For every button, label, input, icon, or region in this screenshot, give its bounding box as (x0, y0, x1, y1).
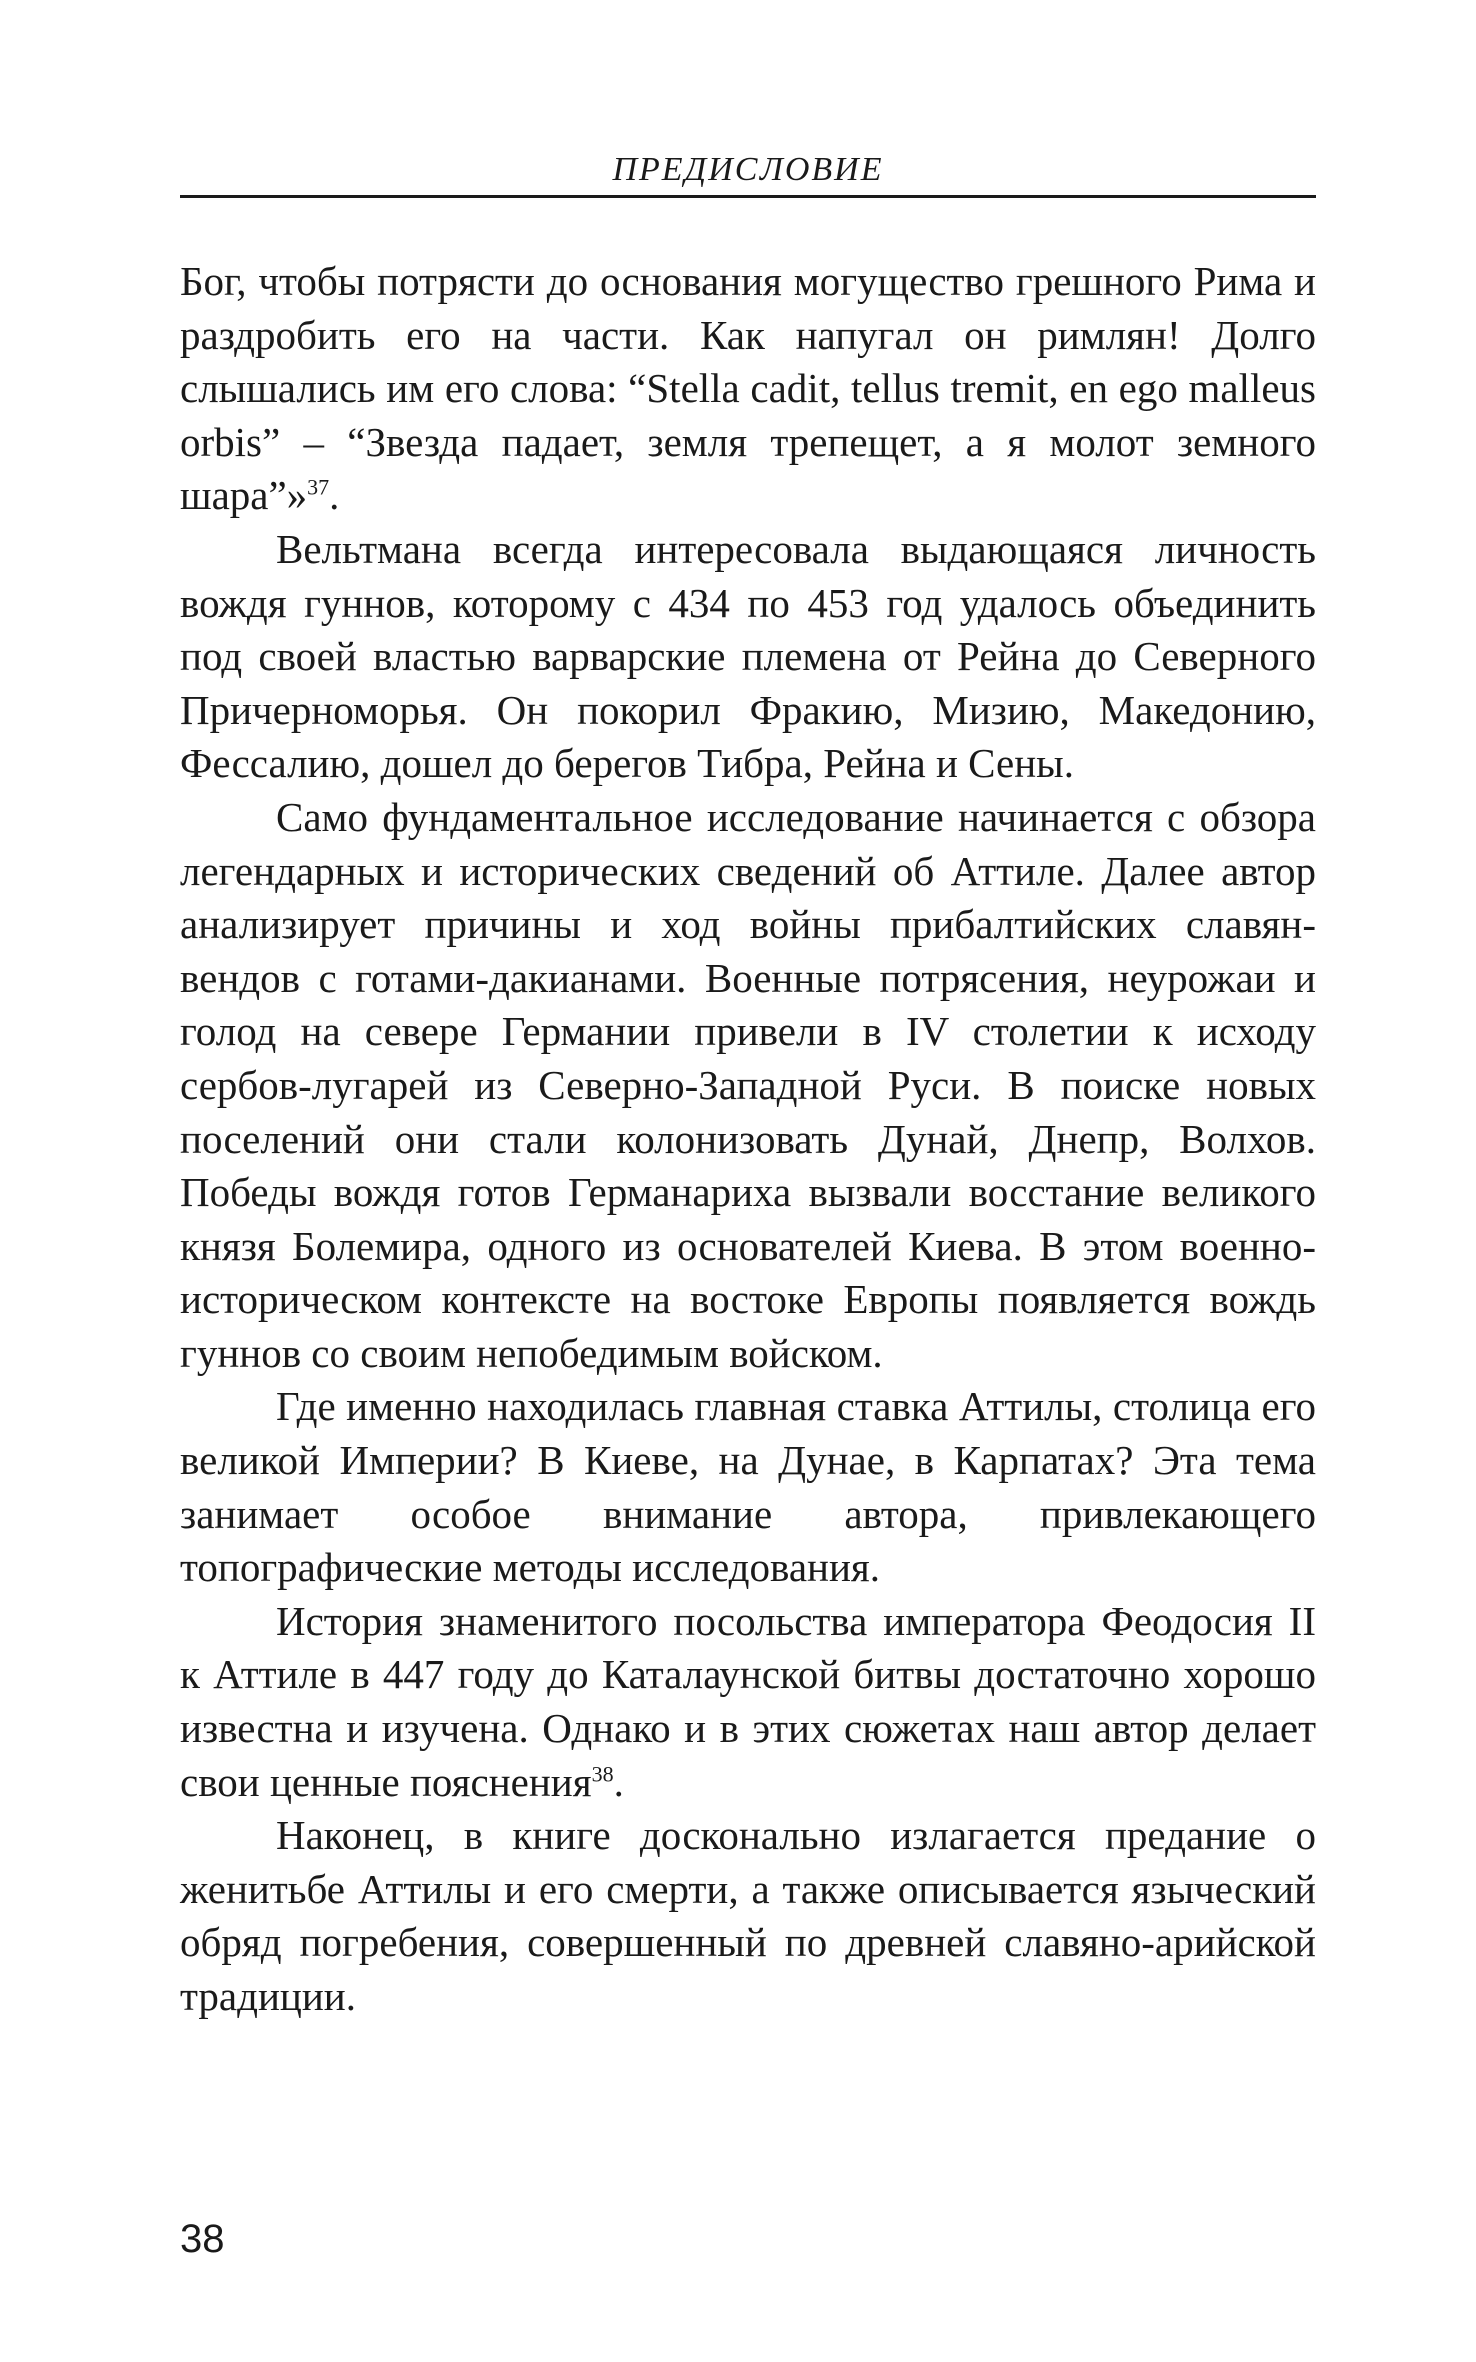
footnote-ref-37: 37 (307, 474, 330, 500)
paragraph-capital: Где именно находилась главная ставка Аттилы, столица его великой Империи? В Киеве, на Дунае, в Карпатах? Эта тема занимает особое внимание автора, привлекающего топографические методы исследования. (180, 1383, 1316, 1591)
header-rule (180, 195, 1316, 198)
paragraph-tail: . (329, 472, 340, 519)
footnote-ref-38: 38 (591, 1760, 614, 1786)
paragraph-research: Само фундаментальное исследование начинается с обзора легендарных и исторических сведений об Аттиле. Далее автор анализирует причины и ход войны прибалтийских славян-вендов с готами-дакианами. Военные потрясения, неурожаи и голод на севере Германии привели в IV столетии к исходу сербов-лугарей из Северно-Западной Руси. В поиске новых поселений они стали колонизовать Дунай, Днепр, Волхов. Победы вождя готов Германариха вызвали восстание великого князя Болемира, одного из основателей Киева. В этом военно-историческом контексте на востоке Европы появляется вождь гуннов со своим непобедимым войском. (180, 793, 1316, 1376)
paragraph-text: История знаменитого посольства императора Феодосия II к Аттиле в 447 году до Каталаунской битвы достаточно хорошо известна и изучена. Однако и в этих сюжетах наш автор делает свои ценные пояснения (180, 1597, 1316, 1805)
paragraph-text: Бог, чтобы потрясти до основания могущество грешного Рима и раздробить его на части. Как напугал он римлян! Долго слышались им его слова: “Stella cadit, tellus tremit, en ego malleus orbis” – “Звезда падает, земля трепещет, а я молот земного шара”» (180, 258, 1316, 519)
paragraph-burial: Наконец, в книге досконально излагается предание о женитьбе Аттилы и его смерти, а также описывается языческий обряд погребения, совершенный по древней славяно-арийской традиции. (180, 1812, 1316, 2019)
running-head-title: ПРЕДИСЛОВИЕ (612, 151, 884, 188)
paragraph-tail: . (613, 1758, 624, 1805)
paragraph-continued (180, 255, 1316, 523)
page-body (180, 255, 1316, 2024)
paragraph-embassy (180, 1595, 1316, 1809)
paragraph-veltman: Вельтмана всегда интересовала выдающаяся личность вождя гуннов, которому с 434 по 453 год удалось объединить под своей властью варварские племена от Рейна до Северного Причерноморья. Он покорил Фракию, Мизию, Македонию, Фессалию, дошел до берегов Тибра, Рейна и Сены. (180, 525, 1316, 787)
page-number: 38 (180, 2217, 225, 2261)
